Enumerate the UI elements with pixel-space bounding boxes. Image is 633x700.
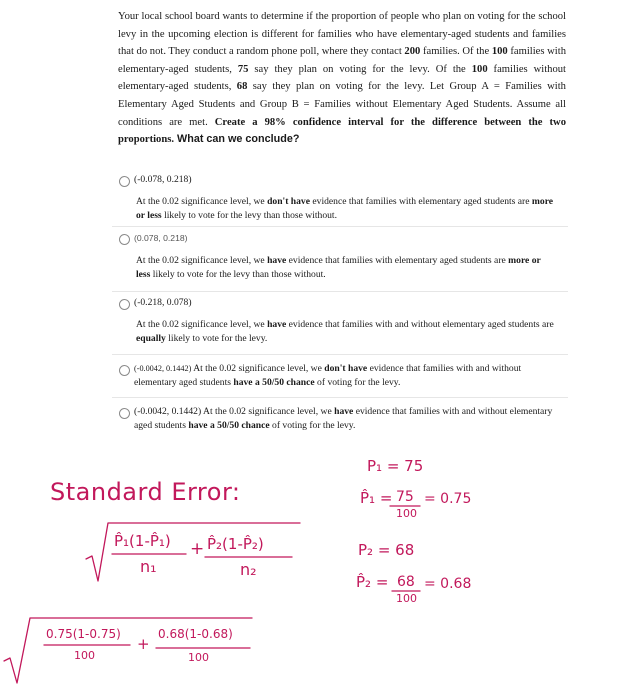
- formula-numerator-a: P̂₁(1-P̂₁): [114, 532, 171, 550]
- calc-denominator-a: 100: [74, 649, 95, 662]
- p1-numerator: 75: [396, 489, 414, 505]
- p2-denominator: 100: [396, 592, 417, 605]
- p2-numerator: 68: [397, 574, 415, 590]
- formula-denominator-a: n₁: [140, 557, 157, 576]
- p2-count: P₂ = 68: [358, 541, 415, 559]
- option-interval: (-0.078, 0.218): [134, 174, 192, 185]
- option-interval: (-0.218, 0.078): [134, 297, 192, 308]
- p2-value: = 0.68: [424, 576, 472, 592]
- option-description: (-0.0042, 0.1442) At the 0.02 significance level, we don't have evidence that families with and without elementary aged students have a 50/50 chance of voting for the levy.: [134, 363, 522, 388]
- question-prompt: What can we conclude?: [174, 133, 300, 146]
- p2-hat-label: P̂₂ =: [356, 573, 389, 591]
- standard-error-title: Standard Error:: [50, 478, 241, 506]
- option-description: At the 0.02 significance level, we have evidence that families with elementary aged students are more or less likely to vote for the levy than those without.: [136, 255, 541, 280]
- option-description: At the 0.02 significance level, we don't have evidence that families with elementary aged students are more or less likely to vote for the levy than those without.: [136, 196, 554, 221]
- formula-plus: +: [190, 539, 205, 559]
- question-text: Your local school board wants to determine if the proportion of people who plan on voting for the school levy in the upcoming election is different for families who have elementary-aged students and families that do not. They conduct a random phone poll, where they contact 200 families. Of the 100 families with elementary-aged students, 75 say they plan on voting for the levy. Of the 100 families without elementary-aged students, 68 say they plan on voting for the levy. Let Group A = Families with Elementary Aged Students and Group B = Families without Elementary Aged Students. Assume all conditions are met. Create a 98% confidence interval for the difference between the two proportions. What can we conclude?: [118, 11, 566, 146]
- calc-plus: +: [137, 635, 150, 653]
- formula-denominator-b: n₂: [240, 560, 257, 579]
- p1-hat-label: P̂₁ =: [360, 489, 393, 507]
- question-task: Create a 98% confidence interval for the difference between the two proportions.: [118, 116, 566, 146]
- formula-numerator-b: P̂₂(1-P̂₂): [207, 535, 264, 553]
- option-description: (-0.0042, 0.1442) At the 0.02 significance level, we have evidence that families with and without elementary aged students have a 50/50 chance of voting for the levy.: [134, 406, 553, 431]
- option-interval: (-0.0042, 0.1442): [134, 364, 192, 373]
- p1-value: = 0.75: [424, 491, 472, 507]
- calc-denominator-b: 100: [188, 651, 209, 664]
- calc-numerator-a: 0.75(1-0.75): [46, 627, 121, 641]
- option-interval: (0.078, 0.218): [134, 233, 188, 243]
- option-interval: (-0.0042, 0.1442): [134, 406, 202, 417]
- p1-count: P₁ = 75: [367, 457, 424, 475]
- option-description: At the 0.02 significance level, we have evidence that families with and without elementary aged students are equally likely to vote for the levy.: [136, 319, 554, 344]
- calc-numerator-b: 0.68(1-0.68): [158, 627, 233, 641]
- p1-denominator: 100: [396, 507, 417, 520]
